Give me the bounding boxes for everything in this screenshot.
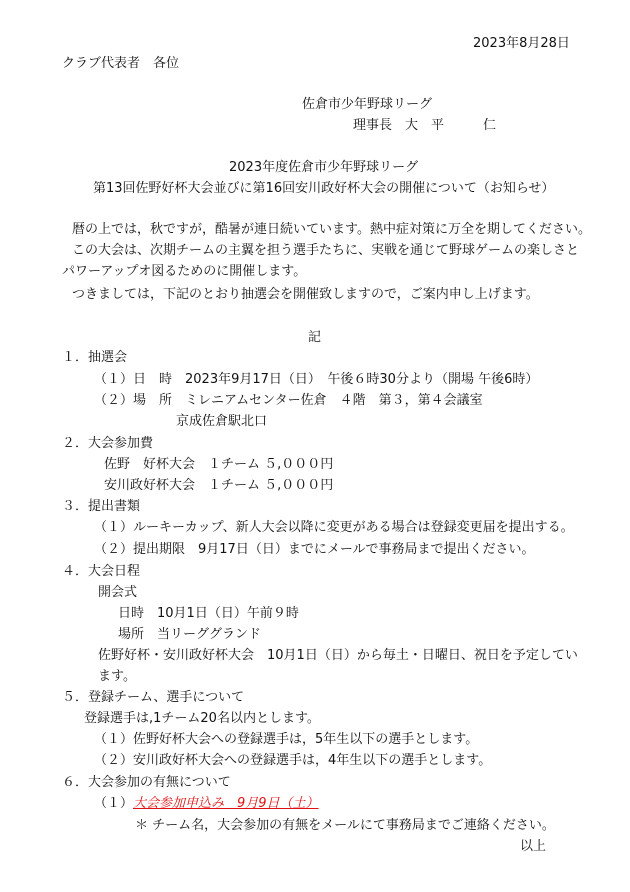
section-6-line-1-prefix: （１） — [94, 796, 134, 811]
body-paragraph-3: つきましては，下記のとおり抽選会を開催致しますので，ご案内申し上げます。 — [72, 287, 539, 302]
section-5-line-3: （２）安川政好杯大会への登録選手は，4年生以下の選手とします。 — [94, 753, 492, 768]
section-2-line-1: 佐野 好杯大会 １チーム ５,０００円 — [104, 457, 334, 472]
ki-marker: 記 — [308, 330, 322, 345]
body-paragraph-2a: この大会は、次期チームの主翼を担う選手たちに、実戦を通じて野球ゲームの楽しさと — [72, 243, 580, 258]
document-title-line2: 第13回佐野好杯大会並びに第16回安川政好杯大会の開催について（お知らせ） — [93, 181, 555, 196]
section-3-heading: ３．提出書類 — [62, 499, 141, 514]
section-3-line-2: （２）提出期限 9月17日（日）までにメールで事務局まで提出ください。 — [94, 542, 535, 557]
section-1-line-2: （２）場 所 ミレニアムセンター佐倉 ４階 第３，第４会議室 — [94, 393, 483, 408]
document-title-line1: 2023年度佐倉市少年野球リーグ — [229, 160, 419, 175]
section-5-heading: ５．登録チーム、選手について — [62, 690, 245, 705]
section-4-line-5: ます。 — [98, 669, 136, 684]
section-3-line-1: （１）ルーキーカップ、新人大会以降に変更がある場合は登録変更届を提出する。 — [94, 520, 574, 535]
section-6-line-1 — [94, 796, 319, 812]
sender-organization: 佐倉市少年野球リーグ — [302, 97, 433, 112]
section-5-line-1: 登録選手は,1チーム20名以内とします。 — [84, 711, 320, 726]
section-2-heading: ２．大会参加費 — [62, 436, 154, 451]
body-paragraph-1: 暦の上では，秋ですが，酷暑が連日続いています。熱中症対策に万全を期してください。 — [72, 222, 591, 237]
section-1-line-3: 京成佐倉駅北口 — [176, 414, 268, 429]
body-paragraph-2b: パワーアップオ図るためのに開催します。 — [62, 264, 307, 279]
section-2-line-2: 安川政好杯大会 １チーム ５,０００円 — [104, 478, 334, 493]
addressee: クラブ代表者 各位 — [62, 56, 180, 71]
entry-deadline-highlight: 大会参加申込み 9月9日（土） — [133, 796, 319, 811]
section-4-heading: ４．大会日程 — [62, 564, 141, 579]
section-4-line-1: 開会式 — [98, 585, 138, 600]
sender-name: 理事長 大 平 仁 — [353, 118, 497, 133]
section-6-heading: ６．大会参加の有無について — [62, 775, 231, 790]
section-5-line-2: （１）佐野好杯大会への登録選手は，5年生以下の選手とします。 — [94, 732, 479, 747]
section-1-heading: １．抽選会 — [62, 350, 128, 365]
section-1-line-1: （１）日 時 2023年9月17日（日） 午後６時30分より（開場 午後6時） — [94, 372, 539, 387]
section-6-note: ＊ チーム名，大会参加の有無をメールにて事務局までご連絡ください。 — [135, 818, 555, 833]
section-4-line-3: 場所 当リーググランド — [118, 627, 262, 642]
section-4-line-4: 佐野好杯・安川政好杯大会 10月1日（日）から毎土・日曜日、祝日を予定してい — [98, 648, 578, 663]
closing-mark: 以上 — [520, 839, 547, 854]
section-4-line-2: 日時 10月1日（日）午前９時 — [118, 606, 299, 621]
document-date: 2023年8月28日 — [473, 36, 570, 51]
